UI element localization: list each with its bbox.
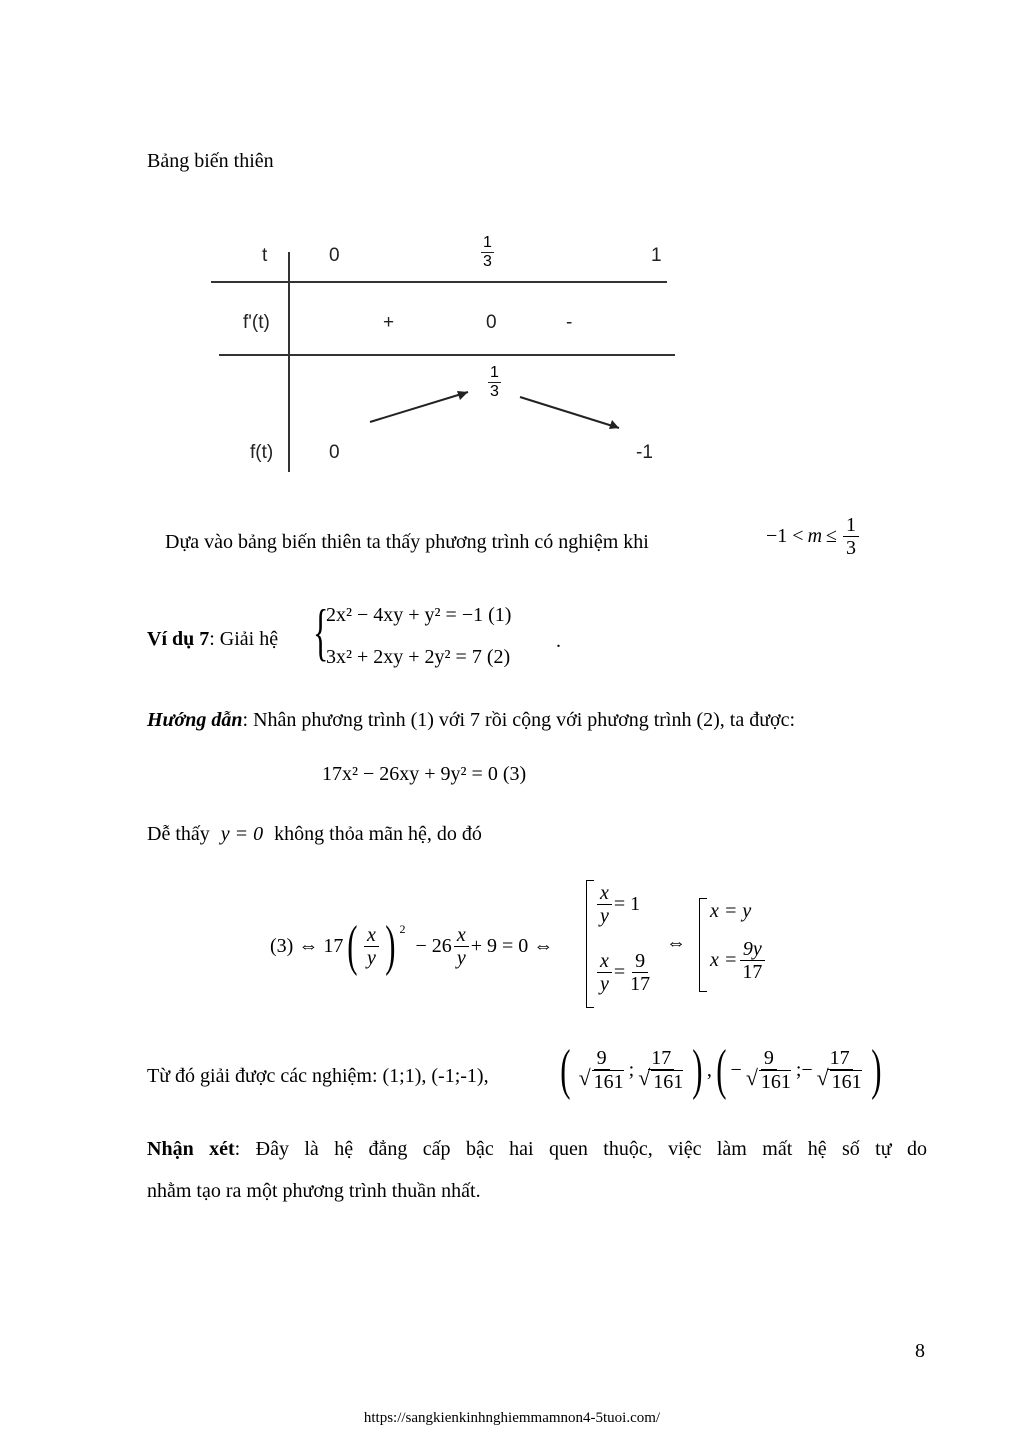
f-right-value: -1 (636, 442, 653, 463)
example7-heading (147, 626, 278, 652)
row-f-label: f(t) (250, 442, 274, 463)
page-number: 8 (915, 1340, 925, 1362)
fprime-sign-plus: + (383, 312, 395, 333)
variation-table (205, 230, 685, 480)
result-1: x = y (710, 900, 752, 922)
fprime-zero: 0 (486, 312, 497, 333)
case-bracket-2 (699, 898, 707, 992)
t-value-third: $\frac{1}{3}$ (483, 234, 492, 270)
system-eq1: 2x² − 4xy + y² = −1 (1) (326, 604, 512, 626)
remark-text-1: : Đây là hệ đẳng cấp bậc hai quen thuộc, việc làm mất hệ số tự do (234, 1138, 927, 1160)
derivation-tail: + 9 = 0 ⇔ (470, 934, 554, 957)
t-value-1: 1 (651, 245, 662, 266)
conclusion-inequality (766, 514, 861, 559)
guide-text: : Nhân phương trình (1) với 7 rồi cộng với phương trình (2), ta được: (242, 709, 796, 731)
remark-line-2: nhằm tạo ra một phương trình thuần nhất. (147, 1180, 481, 1202)
ineq-fraction: $\frac{1}{3}$ (843, 514, 859, 559)
equation-3: 17x² − 26xy + 9y² = 0 (3) (322, 763, 527, 785)
derivation-lhs-label: (3) ⇔ 17 (270, 934, 344, 957)
solutions-text: Từ đó giải được các nghiệm: (1;1), (-1;-1), (147, 1065, 489, 1087)
row-t-label: t (262, 245, 268, 266)
section-heading: Bảng biến thiên (147, 150, 274, 172)
footer-url[interactable]: https://sangkienkinhnghiemmamnon4-5tuoi.com/ (363, 1410, 661, 1426)
case-2: $\frac{x}{y}$ = $\frac{9}{17}$ (595, 950, 655, 995)
result-2: x = $\frac{9y}{17}$ (710, 938, 767, 983)
system-period: . (556, 630, 561, 652)
solutions-math: ( 9 √ 161 ; 17 √ 161 ) , ( − 9 √ 161 ; − 17 √ 161 ) (556, 1042, 885, 1098)
ineq-left: −1 < (766, 525, 804, 547)
derivation-equiv: ⇔ (666, 932, 686, 954)
guide-paragraph (147, 707, 795, 733)
t-value-0: 0 (329, 245, 340, 266)
system-eq2: 3x² + 2xy + 2y² = 7 (2) (326, 646, 511, 668)
easy-paragraph (147, 821, 482, 847)
table-lines (205, 230, 685, 480)
conclusion-text: Dựa vào bảng biến thiên ta thấy phương trình có nghiệm khi (165, 531, 649, 553)
case-bracket-1 (586, 880, 594, 1008)
example7-label: Ví dụ 7 (147, 628, 210, 650)
row-fprime-label: f'(t) (243, 312, 270, 333)
derivation-lhs: (3) ⇔ 17 ( $\frac{x}{y}$ ) $^2$ − 26 $\frac{x}{y}$ + 9 = 0 ⇔ (270, 915, 554, 977)
ineq-right: ≤ (826, 525, 837, 547)
guide-label: Hướng dẫn (147, 709, 243, 731)
derivation-exp: 2 (399, 921, 406, 936)
easy-math: y = 0 (220, 823, 264, 845)
example7-text: : Giải hệ (209, 628, 279, 650)
fprime-sign-minus: - (566, 312, 573, 333)
easy-text-before: Dễ thấy (147, 823, 210, 845)
ineq-var: m (807, 525, 823, 547)
remark-line-1 (147, 1136, 927, 1162)
case-1: $\frac{x}{y}$ = 1 (595, 882, 640, 927)
easy-text-after: không thỏa mãn hệ, do đó (274, 823, 482, 845)
system-brace: { (313, 596, 329, 667)
derivation-middle: − 26 (415, 934, 452, 957)
f-max-value: $\frac{1}{3}$ (490, 364, 499, 400)
f-left-value: 0 (329, 442, 340, 463)
remark-label: Nhận xét (147, 1138, 235, 1160)
